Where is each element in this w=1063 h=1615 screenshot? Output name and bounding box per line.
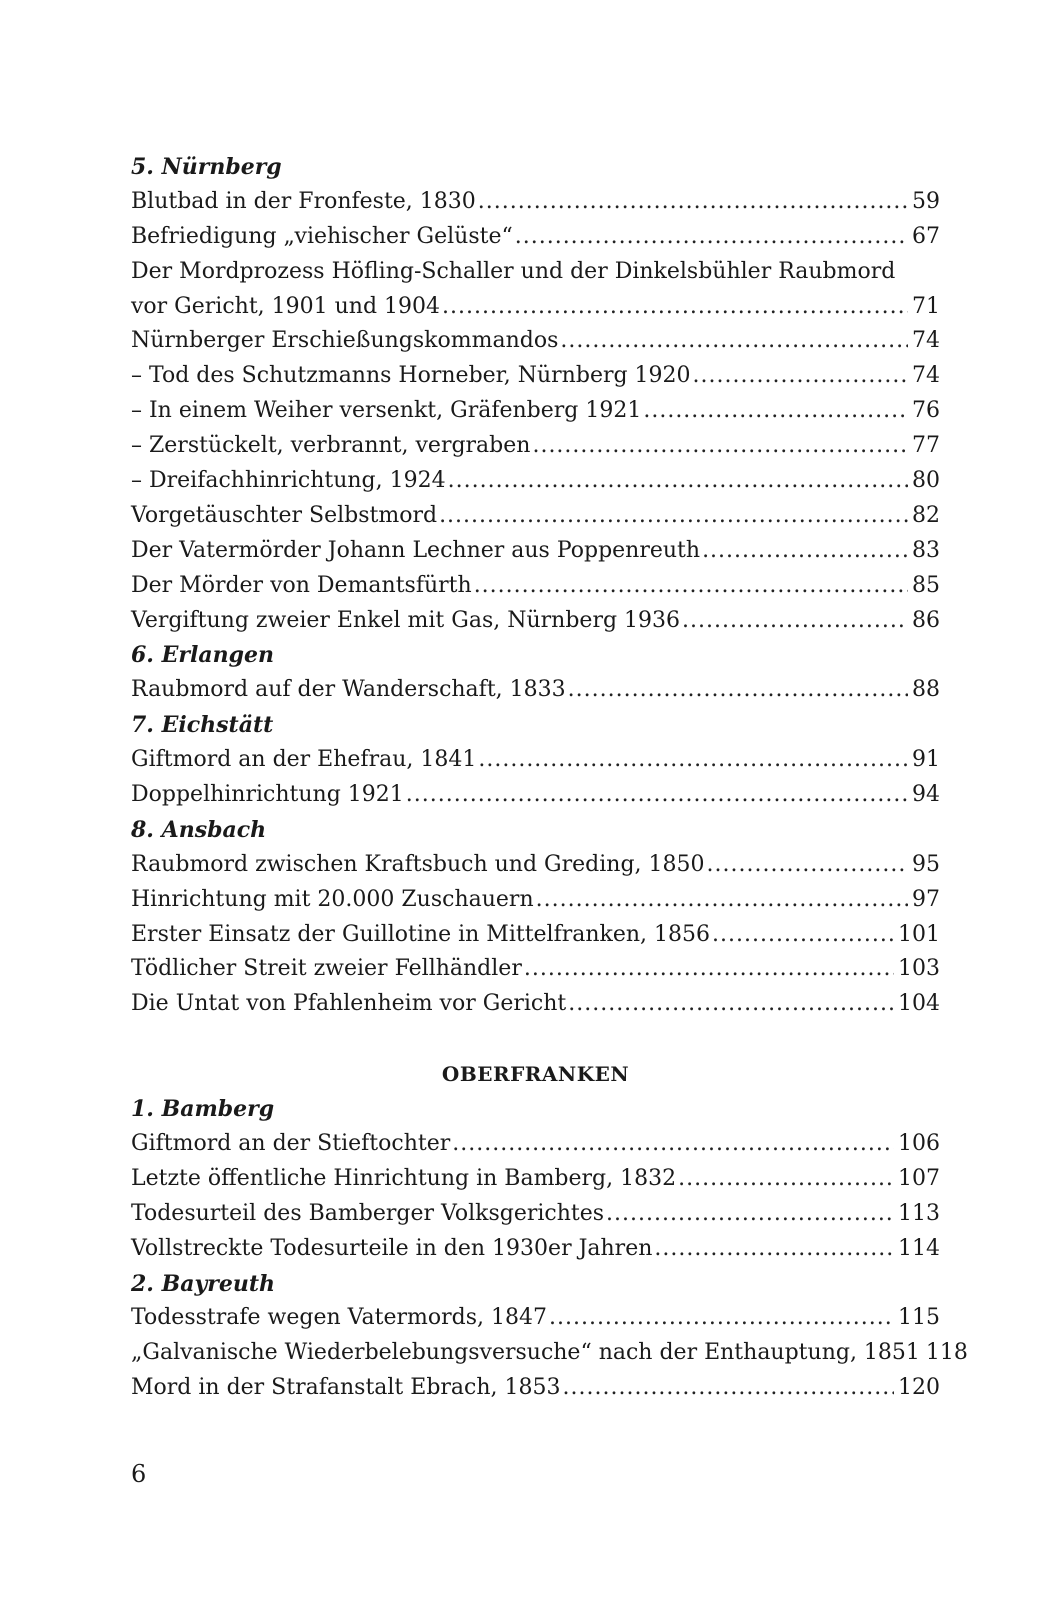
section-heading: 7. Eichstätt	[131, 712, 274, 739]
leader-dots	[654, 1232, 894, 1267]
toc-entry	[131, 464, 940, 499]
entry-title: Vollstreckte Todesurteile in den 1930er Jahren	[131, 1235, 653, 1261]
leader-dots	[682, 604, 908, 639]
leader-dots	[515, 220, 908, 255]
entry-page: 107	[898, 1165, 940, 1191]
entry-page: 104	[898, 991, 940, 1017]
leader-dots	[536, 883, 908, 918]
leader-dots	[712, 918, 894, 953]
leader-dots	[452, 1127, 894, 1162]
entry-page: 113	[898, 1200, 940, 1226]
leader-dots	[678, 1162, 894, 1197]
toc-entry	[131, 569, 940, 604]
spacer	[131, 1022, 940, 1057]
entry-title: – In einem Weiher versenkt, Gräfenberg 1921	[131, 398, 642, 424]
toc-entry	[131, 1371, 940, 1406]
entry-title: Todesstrafe wegen Vatermords, 1847	[131, 1305, 547, 1331]
entry-page: 101	[898, 921, 940, 947]
leader-dots	[560, 324, 908, 359]
toc-entry	[131, 778, 940, 813]
toc-entry	[131, 1301, 940, 1336]
leader-dots	[442, 290, 908, 325]
entry-page: 82	[912, 502, 940, 528]
entry-page: 80	[912, 468, 940, 494]
entry-page: 83	[912, 537, 940, 563]
toc-entry	[131, 848, 940, 883]
toc-entry	[131, 952, 940, 987]
entry-title: Vorgetäuschter Selbstmord	[131, 502, 438, 528]
entry-page: 118	[925, 1340, 968, 1366]
toc-entry	[131, 1336, 968, 1371]
page-number: 6	[131, 1460, 147, 1488]
entry-title: Nürnberger Erschießungskommandos	[131, 328, 559, 354]
toc-entry	[131, 1232, 940, 1267]
toc-entry	[131, 185, 940, 220]
leader-dots	[532, 429, 908, 464]
entry-title: Todesurteil des Bamberger Volksgerichtes	[131, 1200, 605, 1226]
entry-page: 88	[912, 677, 940, 703]
toc-entry	[131, 324, 940, 359]
entry-page: 74	[912, 363, 940, 389]
entry-page: 86	[912, 607, 940, 633]
section-heading: 6. Erlangen	[131, 642, 274, 669]
entry-page: 94	[912, 782, 940, 808]
toc-entry	[131, 883, 940, 918]
section-heading: 2. Bayreuth	[131, 1270, 275, 1297]
leader-dots	[474, 569, 908, 604]
entry-page: 76	[912, 398, 940, 424]
toc-entry	[131, 604, 940, 639]
leader-dots	[563, 1371, 894, 1406]
entry-page: 77	[912, 433, 940, 459]
entry-page: 103	[898, 956, 940, 982]
entry-title: Letzte öffentliche Hinrichtung in Bamberg, 1832	[131, 1165, 677, 1191]
entry-title: Mord in der Strafanstalt Ebrach, 1853	[131, 1375, 561, 1401]
leader-dots	[568, 673, 908, 708]
leader-dots	[478, 185, 908, 220]
entry-title: Raubmord zwischen Kraftsbuch und Greding, 1850	[131, 851, 705, 877]
leader-dots	[568, 987, 894, 1022]
toc-entry	[131, 499, 940, 534]
entry-page: 91	[912, 747, 940, 773]
entry-page: 106	[898, 1130, 940, 1156]
entry-page: 71	[912, 293, 940, 319]
toc-entry	[131, 394, 940, 429]
entry-title: Raubmord auf der Wanderschaft, 1833	[131, 677, 566, 703]
leader-dots	[439, 499, 908, 534]
region-title: OBERFRANKEN	[441, 1062, 630, 1087]
entry-title: Der Vatermörder Johann Lechner aus Poppenreuth	[131, 537, 701, 563]
entry-page: 95	[912, 851, 940, 877]
entry-title: – Dreifachhinrichtung, 1924	[131, 468, 446, 494]
table-of-contents	[131, 150, 968, 1406]
entry-title: – Tod des Schutzmanns Horneber, Nürnberg 1920	[131, 363, 691, 389]
toc-entry	[131, 359, 940, 394]
entry-title: Doppelhinrichtung 1921	[131, 782, 404, 808]
leader-dots	[406, 778, 908, 813]
entry-title: Hinrichtung mit 20.000 Zuschauern	[131, 886, 534, 912]
entry-page: 115	[898, 1305, 940, 1331]
leader-dots	[524, 952, 894, 987]
entry-title: Der Mörder von Demantsfürth	[131, 572, 472, 598]
entry-title: Die Untat von Pfahlenheim vor Gericht	[131, 991, 567, 1017]
entry-title: Giftmord an der Stieftochter	[131, 1130, 451, 1156]
entry-page: 85	[912, 572, 940, 598]
toc-entry	[131, 220, 940, 255]
leader-dots	[702, 534, 908, 569]
entry-title: Befriedigung „viehischer Gelüste“	[131, 223, 513, 249]
entry-page: 97	[912, 886, 940, 912]
entry-page: 59	[912, 188, 940, 214]
section-heading: 5. Nürnberg	[131, 154, 282, 180]
leader-dots	[707, 848, 908, 883]
toc-entry	[131, 918, 940, 953]
leader-dots	[448, 464, 908, 499]
leader-dots	[549, 1301, 894, 1336]
entry-title-line1: Der Mordprozess Höfling-Schaller und der Dinkelsbühler Raubmord	[131, 258, 896, 284]
leader-dots	[606, 1197, 894, 1232]
leader-dots	[643, 394, 908, 429]
entry-title: – Zerstückelt, verbrannt, vergraben	[131, 433, 531, 459]
entry-title: Vergiftung zweier Enkel mit Gas, Nürnberg 1936	[131, 607, 681, 633]
toc-entry	[131, 534, 940, 569]
toc-entry	[131, 1162, 940, 1197]
toc-entry	[131, 429, 940, 464]
leader-dots	[693, 359, 908, 394]
entry-page: 74	[912, 328, 940, 354]
entry-title: Blutbad in der Fronfeste, 1830	[131, 188, 476, 214]
entry-page: 114	[898, 1235, 940, 1261]
entry-title: Tödlicher Streit zweier Fellhändler	[131, 956, 522, 982]
entry-page: 120	[898, 1375, 940, 1401]
section-heading: 8. Ansbach	[131, 816, 267, 843]
entry-title: Erster Einsatz der Guillotine in Mittelfranken, 1856	[131, 921, 711, 947]
toc-entry	[131, 1127, 940, 1162]
toc-entry	[131, 987, 940, 1022]
entry-page: 67	[912, 223, 940, 249]
entry-title: „Galvanische Wiederbelebungsversuche“ nach der Enthauptung, 1851	[131, 1340, 920, 1366]
section-heading: 1. Bamberg	[131, 1096, 275, 1123]
toc-entry	[131, 1197, 940, 1232]
leader-dots	[478, 743, 908, 778]
entry-title: vor Gericht, 1901 und 1904	[131, 293, 441, 319]
toc-entry	[131, 290, 940, 325]
toc-entry	[131, 743, 940, 778]
toc-entry	[131, 673, 940, 708]
entry-title: Giftmord an der Ehefrau, 1841	[131, 747, 477, 773]
